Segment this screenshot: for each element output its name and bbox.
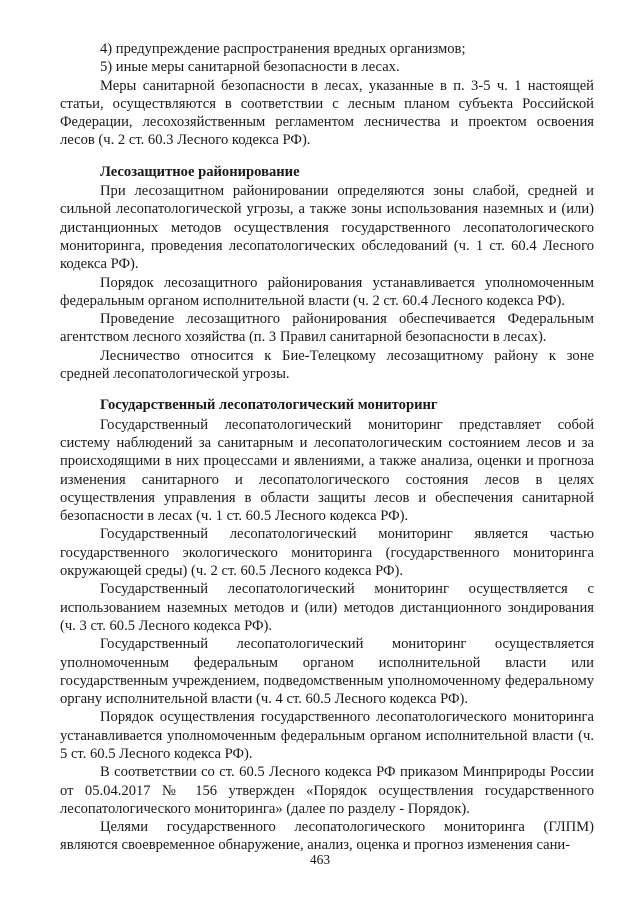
paragraph: Порядок осуществления государственного лесопатологического мониторинга устанавливается уполномоченным федеральным органом исполнительной власти (ч. 5 ст. 60.5 Лесного кодекса РФ). xyxy=(60,709,594,762)
section-heading-forest-zoning: Лесозащитное районирование xyxy=(100,163,300,180)
paragraph: Государственный лесопатологический мониторинг представляет собой систему наблюдений за санитарным и лесопатологическим состоянием лесов и за происходящими в них процессами и явлениями, а также анализа, оценки и прогноза изменения санитарного и лесопатологического состояния лесов в целях осуществления управления в области защиты лесов и обеспечения санитарной безопасности в лесах (ч. 1 ст. 60.5 Лесного кодекса РФ). xyxy=(60,416,594,525)
paragraph: Меры санитарной безопасности в лесах, указанные в п. 3-5 ч. 1 настоящей статьи, осуществляются в соответствии с лесным планом субъекта Российской Федерации, лесохозяйственным регламентом лесничества и проектом освоения лесов (ч. 2 ст. 60.3 Лесного кодекса РФ). xyxy=(60,77,594,149)
paragraph: Проведение лесозащитного районирования обеспечивается Федеральным агентством лесного хозяйства (п. 3 Правил санитарной безопасности в лесах). xyxy=(60,311,594,346)
list-item-5: 5) иные меры санитарной безопасности в лесах. xyxy=(100,59,400,76)
paragraph: Государственный лесопатологический мониторинг осуществляется уполномоченным федеральным органом исполнительной власти или государственным учреждением, подведомственным уполномоченному федеральному органу исполнительной власти (ч. 4 ст. 60.5 Лесного кодекса РФ). xyxy=(60,636,594,708)
paragraph: Государственный лесопатологический мониторинг является частью государственного экологического мониторинга (государственного мониторинга окружающей среды) (ч. 2 ст. 60.5 Лесного кодекса РФ). xyxy=(60,526,594,580)
paragraph: При лесозащитном районировании определяются зоны слабой, средней и сильной лесопатологической угрозы, а также зоны использования наземных и (или) дистанционных методов осуществления государственного лесопатологического мониторинга, проведения лесопатологических обследований (ч. 1 ст. 60.4 Лесного кодекса РФ). xyxy=(60,183,594,273)
paragraph: Лесничество относится к Бие-Телецкому лесозащитному району к зоне средней лесопатологической угрозы. xyxy=(60,347,594,383)
page-number: 463 xyxy=(309,852,331,867)
paragraph: В соответствии со ст. 60.5 Лесного кодекса РФ приказом Минприроды России от 05.04.2017 № 156 утвержден «Порядок осуществления государственного лесопатологического мониторинга» (далее по разделу - Порядок). xyxy=(60,764,594,817)
list-item-4: 4) предупреждение распространения вредных организмов; xyxy=(100,41,466,57)
document-page xyxy=(60,40,594,855)
section-heading-monitoring: Государственный лесопатологический мониторинг xyxy=(100,397,438,414)
paragraph: Порядок лесозащитного районирования устанавливается уполномоченным федеральным органом исполнительной власти (ч. 2 ст. 60.4 Лесного кодекса РФ). xyxy=(60,274,594,309)
paragraph: Государственный лесопатологический мониторинг осуществляется с использованием наземных методов и (или) методов дистанционного зондирования (ч. 3 ст. 60.5 Лесного кодекса РФ). xyxy=(60,581,594,634)
paragraph: Целями государственного лесопатологического мониторинга (ГЛПМ) являются своевременное обнаружение, анализ, оценка и прогноз изменения сани- xyxy=(60,819,594,854)
